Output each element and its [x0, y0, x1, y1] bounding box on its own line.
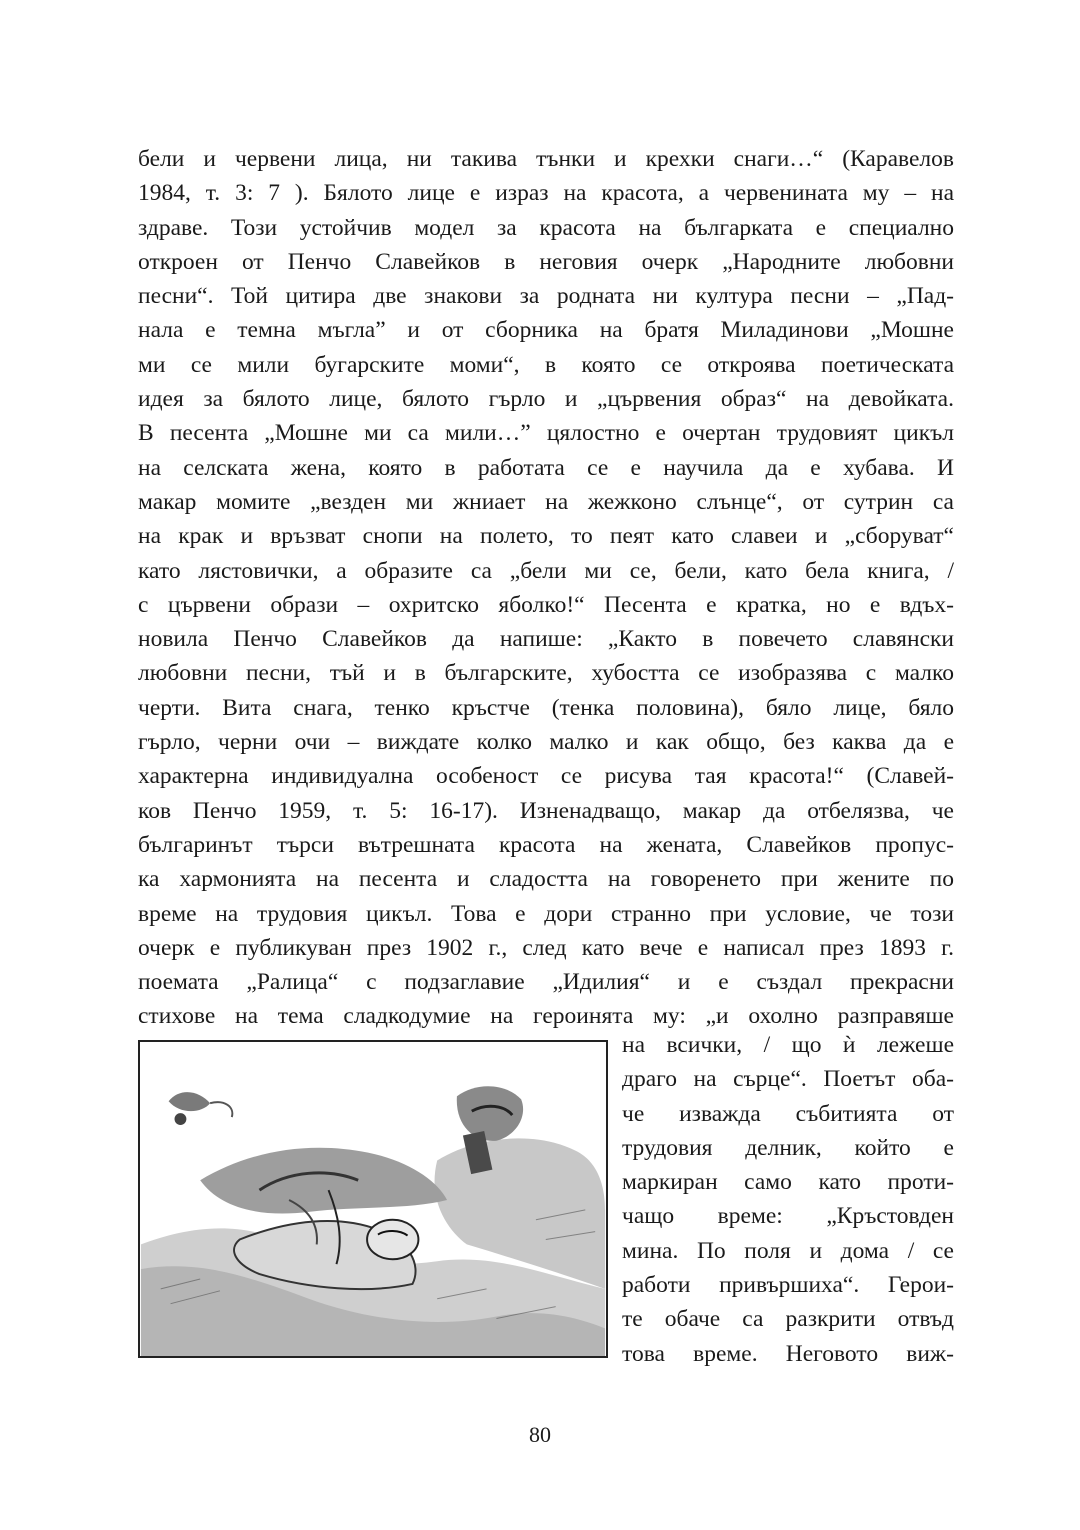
text-line: ка хармонията на песента и сладостта на говоренето при жените по — [138, 866, 954, 893]
text-line: на селската жена, която в работата се е научила да е хубава. И — [138, 454, 954, 481]
text-line: трудовия делник, който е — [622, 1134, 954, 1161]
text-line: чащо време: „Кръстовден — [622, 1203, 954, 1230]
text-line: стихове на тема сладкодумие на героинята му: „и охолно разправяше — [138, 1003, 954, 1030]
text-line: маркиран само като проти- — [622, 1169, 954, 1196]
text-line: с цървени образи – охритско яболко!“ Песента е кратка, но е вдъх- — [138, 591, 954, 618]
text-line: идея за бялото лице, бялото гърло и „цървения образ“ на девойката. — [138, 386, 954, 413]
text-line: работи привършиха“. Герои- — [622, 1272, 954, 1299]
text-line: любовни песни, тъй и в българските, хубостта се изобразява с малко — [138, 660, 954, 687]
text-line: ми се мили бугарските моми“, в която се откроява поетическата — [138, 351, 954, 378]
text-line: нала е темна мъгла” и от сборника на братя Миладинови „Мошне — [138, 317, 954, 344]
text-line: мина. По поля и дома / се — [622, 1237, 954, 1264]
text-line: те обаче са разкрити отвъд — [622, 1306, 954, 1333]
text-line: В песента „Мошне ми са мили…” цялостно е очертан трудовият цикъл — [138, 420, 954, 447]
text-line: българинът търси вътрешната красота на жената, Славейков пропус- — [138, 831, 954, 858]
text-line: бели и червени лица, ни такива тънки и крехки снаги…“ (Каравелов — [138, 146, 954, 172]
wrapped-text-column — [622, 1028, 954, 1371]
text-line: че изважда събитията от — [622, 1100, 954, 1127]
text-line: поемата „Ралица“ с подзаглавие „Идилия“ и е създал прекрасни — [138, 969, 954, 996]
text-line: характерна индивидуална особеност се рисува тая красота!“ (Славей- — [138, 763, 954, 790]
text-line: на крак и връзват снопи на полето, то пеят като славеи и „сборуват“ — [138, 523, 954, 550]
text-line: макар момите „везден ми жниает на жежконо слънце“, от сутрин са — [138, 488, 954, 515]
text-line: песни“. Той цитира две знакови за родната ни култура песни – „Пад- — [138, 283, 954, 310]
text-line: ков Пенчо 1959, т. 5: 16-17). Изненадващо, макар да отбелязва, че — [138, 797, 954, 824]
text-line: време на трудовия цикъл. Това е дори странно при условие, че този — [138, 900, 954, 927]
page-number: 80 — [529, 1422, 551, 1447]
illustration-figure — [138, 1040, 608, 1358]
text-line: новила Пенчо Славейков да напише: „Както в повечето славянски — [138, 626, 954, 653]
text-line: 1984, т. 3: 7 ). Бялото лице е израз на красота, а червенината му – на — [138, 180, 954, 207]
body-text — [138, 142, 954, 1034]
text-line: очерк е публикуван през 1902 г., след като вече е написал през 1893 г. — [138, 934, 954, 961]
text-line: като лястовички, а образите са „бели ми се, бели, като бела книга, / — [138, 557, 954, 584]
illustration-drawing — [140, 1042, 606, 1356]
text-line: това време. Неговото виж- — [622, 1340, 954, 1367]
text-line: черти. Вита снага, тенко кръстче (тенка половина), бяло лице, бяло — [138, 694, 954, 721]
text-line: здраве. Този устойчив модел за красота на българката е специално — [138, 214, 954, 241]
text-line: на всички, / що ѝ лежеше — [622, 1032, 954, 1058]
text-line: гърло, черни очи – виждате колко малко и как общо, без каква да е — [138, 729, 954, 756]
text-line: откроен от Пенчо Славейков в неговия очерк „Народните любовни — [138, 248, 954, 275]
text-line: драго на сърце“. Поетът оба- — [622, 1066, 954, 1093]
